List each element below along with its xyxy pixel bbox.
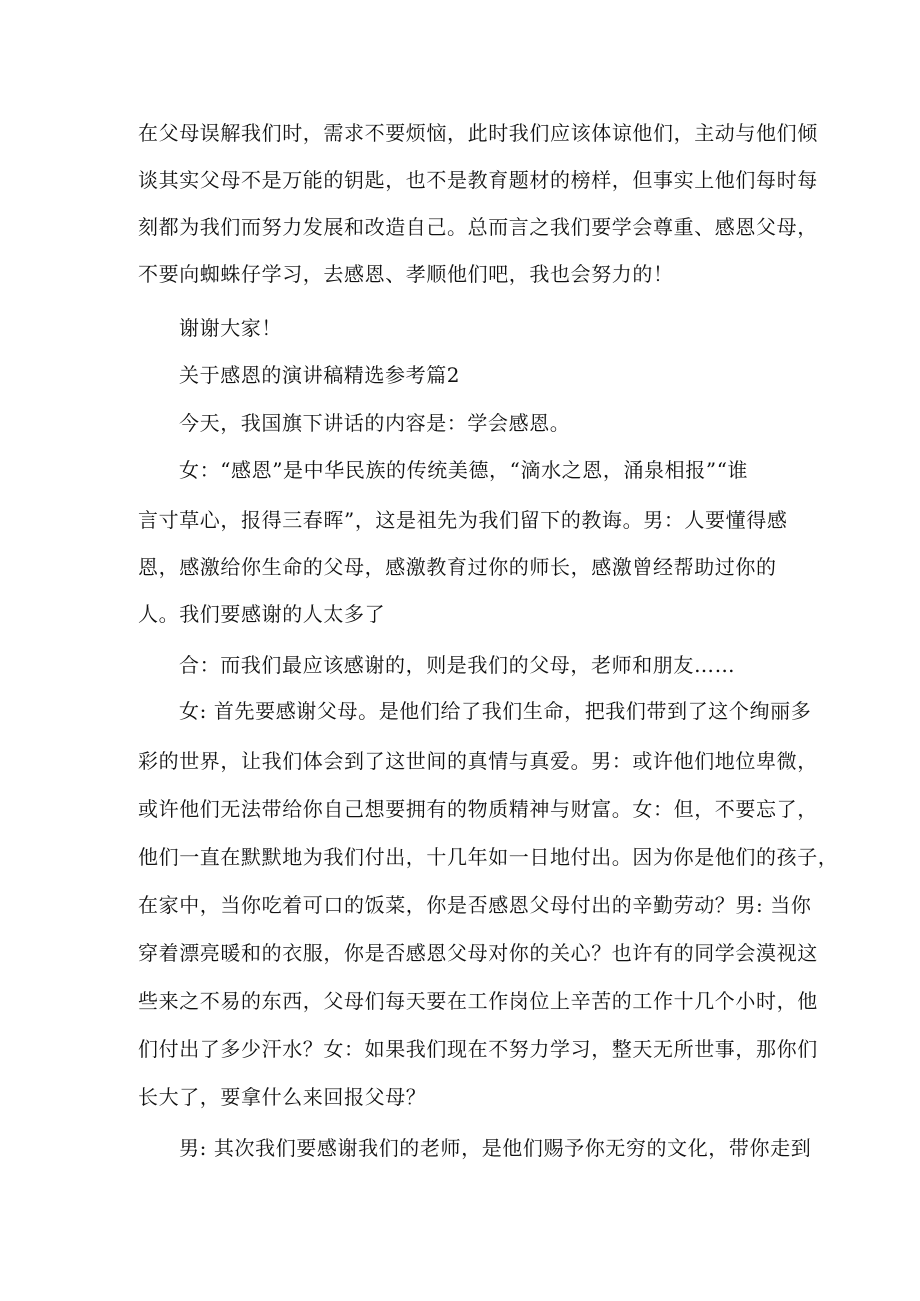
paragraph-line: 穿着漂亮暖和的衣服，你是否感恩父母对你的关心？也许有的同学会漠视这 bbox=[138, 941, 818, 965]
paragraph-line: 些来之不易的东西，父母们每天要在工作岗位上辛苦的工作十几个小时，他 bbox=[138, 989, 818, 1013]
paragraph-line: 谢谢大家！ bbox=[179, 316, 282, 340]
paragraph-line: 刻都为我们而努力发展和改造自己。总而言之我们要学会尊重、感恩父母， bbox=[138, 215, 818, 239]
paragraph-line: 长大了，要拿什么来回报父母？ bbox=[138, 1085, 427, 1109]
paragraph-line: 言寸草心，报得三春晖”，这是祖先为我们留下的教诲。男：人要懂得感 bbox=[138, 508, 788, 532]
paragraph-line: 人。我们要感谢的人太多了 bbox=[138, 602, 386, 626]
paragraph-line: 今天，我国旗下讲话的内容是：学会感恩。 bbox=[179, 411, 571, 435]
paragraph-line: 不要向蜘蛛仔学习，去感恩、孝顺他们吧，我也会努力的！ bbox=[138, 262, 674, 286]
paragraph-line: 合：而我们最应该感谢的，则是我们的父母，老师和朋友…… bbox=[179, 653, 736, 677]
paragraph-line: 在家中，当你吃着可口的饭菜，你是否感恩父母付出的辛勤劳动？男: 当你 bbox=[138, 893, 812, 917]
paragraph-line: 男: 其次我们要感谢我们的老师，是他们赐予你无穷的文化，带你走到 bbox=[179, 1136, 812, 1160]
paragraph-line: 恩，感激给你生命的父母，感激教育过你的师长，感激曾经帮助过你的 bbox=[138, 555, 777, 579]
paragraph-line: 彩的世界，让我们体会到了这世间的真情与真爱。男：或许他们地位卑微， bbox=[138, 749, 818, 773]
paragraph-line: 在父母误解我们时，需求不要烦恼，此时我们应该体谅他们，主动与他们倾 bbox=[138, 121, 818, 145]
paragraph-line: 女：“感恩”是中华民族的传统美德，“滴水之恩，涌泉相报”“谁 bbox=[179, 458, 749, 482]
section-heading: 关于感恩的演讲稿精选参考篇2 bbox=[179, 363, 461, 387]
paragraph-line: 他们一直在默默地为我们付出，十几年如一日地付出。因为你是他们的孩子， bbox=[138, 845, 839, 869]
paragraph-line: 女: 首先要感谢父母。是他们给了我们生命，把我们带到了这个绚丽多 bbox=[179, 699, 812, 723]
paragraph-line: 或许他们无法带给你自己想要拥有的物质精神与财富。女：但，不要忘了， bbox=[138, 797, 818, 821]
paragraph-line: 们付出了多少汗水？女：如果我们现在不努力学习，整天无所世事，那你们 bbox=[138, 1037, 818, 1061]
paragraph-line: 谈其实父母不是万能的钥匙，也不是教育题材的榜样，但事实上他们每时每 bbox=[138, 168, 818, 192]
